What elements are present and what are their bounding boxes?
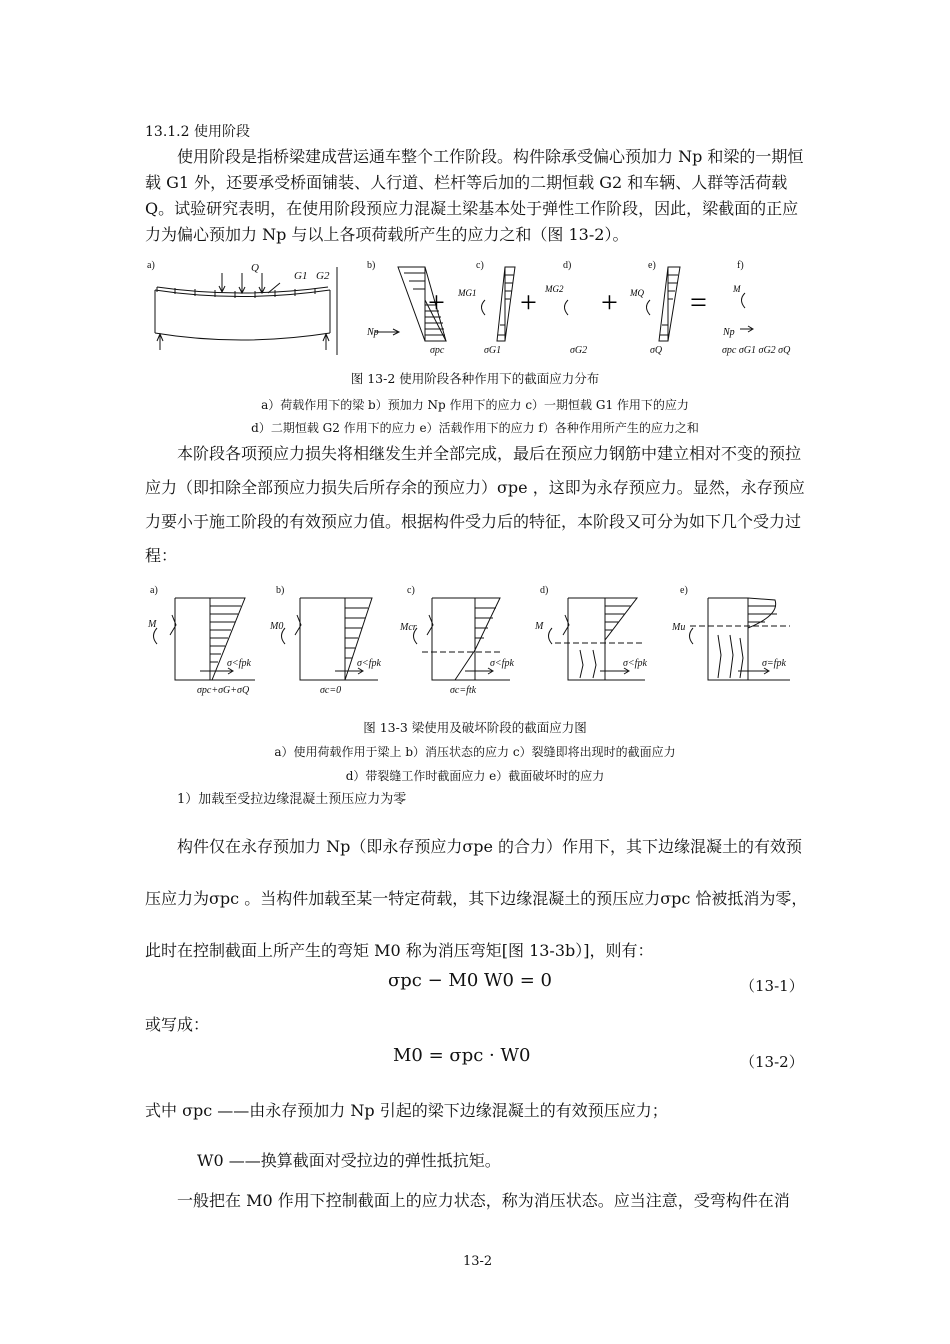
mg1-label: MG1 bbox=[458, 288, 477, 298]
figure-13-2-subcaption-2: d）二期恒载 G2 作用下的应力 e）活载作用下的应力 f）各种作用所产生的应力之和 bbox=[251, 421, 699, 435]
fig2-panel-b-label: b) bbox=[367, 260, 376, 271]
figure-13-2-subcaption-1: a）荷载作用下的梁 b）预加力 Np 作用下的应力 c）一期恒载 G1 作用下的应力 bbox=[261, 398, 689, 412]
sigma-g1-label: σG1 bbox=[484, 345, 502, 356]
stress-diagram-f bbox=[740, 293, 753, 332]
equation-13-1: σpc − M0 W0 = 0 bbox=[388, 970, 552, 991]
paragraph-2: 本阶段各项预应力损失将相继发生并全部完成，最后在预应力钢筋中建立相对不变的预拉应力（即扣除全部预应力损失后所存余的预应力）σpe ，这即为永存预应力。显然，永存预应力要小于施工阶段的有效预应力值。根据构件受力后的特征，本阶段又可分为如下几个受力过程： bbox=[145, 444, 805, 565]
equation-13-1-number: （13-1） bbox=[740, 977, 804, 995]
bottom-label-a: σpc+σG+σQ bbox=[197, 685, 250, 696]
bottom-label-b: σc=0 bbox=[320, 685, 342, 696]
equation-13-2-number: （13-2） bbox=[740, 1053, 804, 1071]
figure-13-3 bbox=[0, 580, 950, 705]
figure-13-3-subcaption-1: a）使用荷载作用于梁上 b）消压状态的应力 c）裂缝即将出现时的截面应力 bbox=[274, 745, 676, 759]
sigma-pc-label: σpc bbox=[430, 345, 445, 356]
sigma-sum-label: σpc σG1 σG2 σQ bbox=[722, 345, 791, 356]
load-g1-label: G1 bbox=[294, 270, 308, 282]
mg2-label: MG2 bbox=[545, 284, 564, 294]
fig3-panel-a-label: a) bbox=[150, 585, 158, 596]
fig2-panel-a-label: a) bbox=[147, 260, 155, 271]
fig3-panel-c-label: c) bbox=[407, 585, 415, 596]
item-1-heading: 1）加载至受拉边缘混凝土预压应力为零 bbox=[177, 792, 407, 807]
stress-lt-d: σ<fpk bbox=[623, 658, 647, 669]
or-write-label: 或写成： bbox=[145, 1015, 210, 1034]
stress-lt-c: σ<fpk bbox=[490, 658, 514, 669]
fig3-panel-e-label: e) bbox=[680, 585, 688, 596]
section-heading: 13.1.2 使用阶段 bbox=[145, 124, 250, 140]
definition-w0: W0 ——换算截面对受拉边的弹性抵抗矩。 bbox=[197, 1151, 501, 1170]
stress-lt-a: σ<fpk bbox=[227, 658, 251, 669]
mcr-label-c: Mcr bbox=[400, 622, 417, 633]
sigma-g2-label: σG2 bbox=[570, 345, 588, 356]
loaded-beam bbox=[155, 267, 337, 355]
equation-13-2: M0 = σpc · W0 bbox=[393, 1045, 531, 1066]
fig3-panel-b-label: b) bbox=[276, 585, 285, 596]
np-label-f: Np bbox=[723, 327, 735, 338]
fig2-panel-d-label: d) bbox=[563, 260, 572, 271]
equals-operator: = bbox=[690, 286, 707, 319]
bottom-label-c: σc=ftk bbox=[450, 685, 477, 696]
m0-label-b: M0 bbox=[270, 621, 284, 632]
figure-13-2-caption: 图 13-2 使用阶段各种作用下的截面应力分布 bbox=[350, 371, 600, 386]
paragraph-4: 一般把在 M0 作用下控制截面上的应力状态，称为消压状态。应当注意，受弯构件在消 bbox=[177, 1191, 790, 1210]
figure-13-2 bbox=[0, 255, 950, 365]
mu-label-e: Mu bbox=[672, 622, 686, 633]
stress-diagram-c bbox=[482, 267, 516, 341]
page-number: 13-2 bbox=[463, 1254, 493, 1269]
mq-label: MQ bbox=[630, 288, 644, 298]
fig2-panel-f-label: f) bbox=[737, 260, 744, 271]
figure-13-3-subcaption-2: d）带裂缝工作时截面应力 e）截面破坏时的应力 bbox=[345, 769, 605, 783]
m-label-d: M bbox=[535, 621, 544, 632]
m-label-a: M bbox=[148, 619, 157, 630]
stress-diagram-d bbox=[565, 300, 569, 315]
stress-diagram-e bbox=[647, 267, 681, 341]
stress-eq-e: σ=fpk bbox=[762, 658, 786, 669]
np-label-b: Np bbox=[367, 327, 379, 338]
load-g2-label: G2 bbox=[316, 270, 330, 282]
fig2-panel-e-label: e) bbox=[648, 260, 656, 271]
plus-operator-2: + bbox=[520, 286, 537, 319]
paragraph-1: 使用阶段是指桥梁建成营运通车整个工作阶段。构件除承受偏心预加力 Np 和梁的一期恒载 G1 外，还要承受桥面铺装、人行道、栏杆等后加的二期恒载 G2 和车辆、人群等活荷载 Q。试验研究表明，在使用阶段预应力混凝土梁基本处于弹性工作阶段，因此，梁截面的正应力为偏心预加力 Np 与以上各项荷载所产生的应力之和（图 13-2）。 bbox=[145, 147, 804, 244]
sigma-q-label: σQ bbox=[650, 345, 663, 356]
load-q-label: Q bbox=[251, 262, 259, 274]
plus-operator-1: + bbox=[428, 286, 445, 319]
fig2-panel-c-label: c) bbox=[476, 260, 484, 271]
fig3-panel-d-label: d) bbox=[540, 585, 549, 596]
figure-13-3-caption: 图 13-3 梁使用及破坏阶段的截面应力图 bbox=[363, 720, 587, 735]
plus-operator-3: + bbox=[601, 286, 618, 319]
definition-sigma-pc: 式中 σpc ——由永存预加力 Np 引起的梁下边缘混凝土的有效预压应力； bbox=[145, 1101, 668, 1120]
stress-lt-b: σ<fpk bbox=[357, 658, 381, 669]
paragraph-3: 构件仅在永存预加力 Np（即永存预应力σpe 的合力）作用下，其下边缘混凝土的有效预压应力为σpc 。当构件加载至某一特定荷载，其下边缘混凝土的预压应力σpc 恰被抵消为零，此时在控制截面上所产生的弯矩 M0 称为消压弯矩[图 13-3b）]，则有： bbox=[145, 837, 808, 960]
m-label-f: M bbox=[733, 284, 741, 294]
